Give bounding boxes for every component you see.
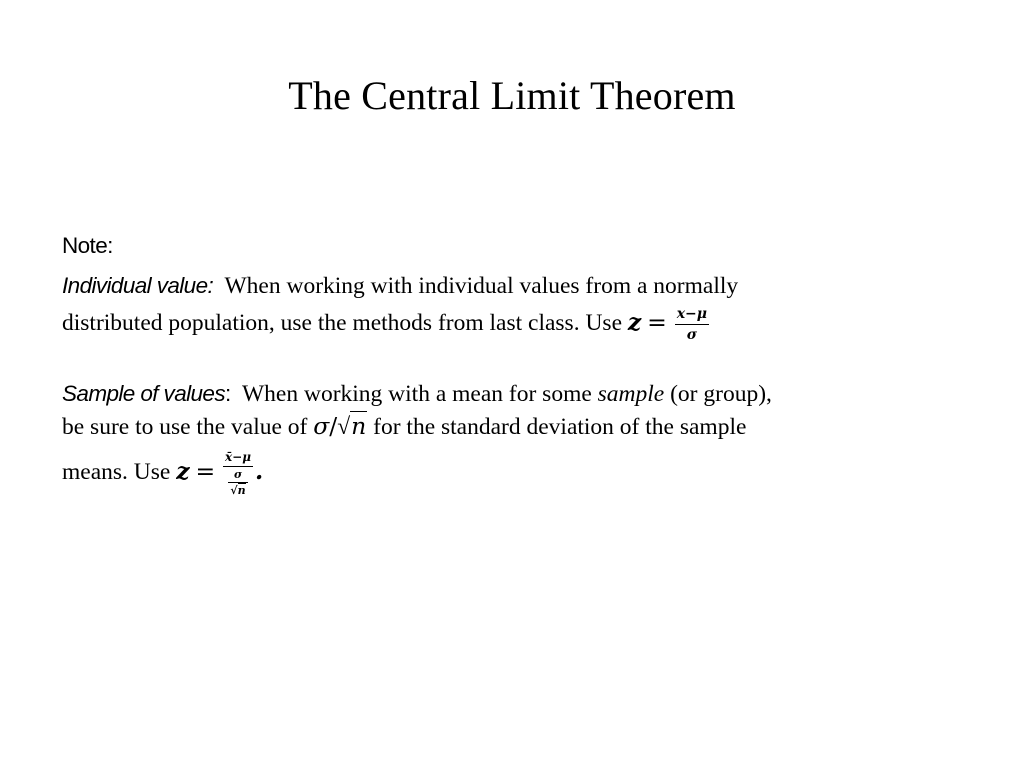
individual-z-symbol: z [627,308,642,336]
sample-line-1 [62,376,982,412]
sample-line-2 [62,408,982,445]
individual-line-2 [62,304,982,342]
sample-text-3: means. Use [62,459,171,485]
individual-text-1: When working with individual values from a normally [224,273,739,299]
slide-body [62,228,982,496]
sqrt-n [337,408,367,445]
sqrt-n-radicand: n [351,412,367,441]
slash-symbol: / [329,412,338,441]
individual-line-1 [62,268,982,304]
inner-numerator-sigma: σ [228,469,247,483]
inner-denominator-sqrt-n: √n [230,484,246,498]
sample-line-3 [62,451,982,496]
sample-label-colon: : [225,381,231,407]
individual-fraction-denominator: σ [686,327,698,344]
sample-text-1b: (or group), [670,381,772,408]
sample-label: Sample of values [62,381,225,407]
paragraph-gap [62,342,982,376]
individual-text-2: distributed population, use the methods from last class. Use [62,310,622,336]
sample-italic-word: sample [597,381,665,408]
sqrt-sign: √ [337,414,351,441]
sample-equals: = [195,457,216,485]
inner-n: n [237,484,246,498]
sample-z-symbol: z [176,457,190,485]
sample-text-2b: for the standard deviation of the sample [373,414,747,441]
sample-text-1a: When working with a mean for some [241,381,592,408]
individual-equals: = [647,308,667,336]
sample-text-2a: be sure to use the value of [62,414,308,441]
sigma-symbol: σ [313,412,330,441]
slide-title: The Central Limit Theorem [288,73,736,118]
sample-inner-fraction [228,469,247,496]
sample-period: . [255,457,264,485]
sample-fraction-denominator [223,467,253,496]
individual-z-fraction [675,307,709,342]
note-label: Note: [62,233,113,258]
sample-z-fraction [223,451,253,496]
individual-fraction-numerator: x−μ [675,307,709,325]
sample-fraction-numerator: x̄−μ [223,451,253,467]
individual-label: Individual value: [62,273,214,298]
